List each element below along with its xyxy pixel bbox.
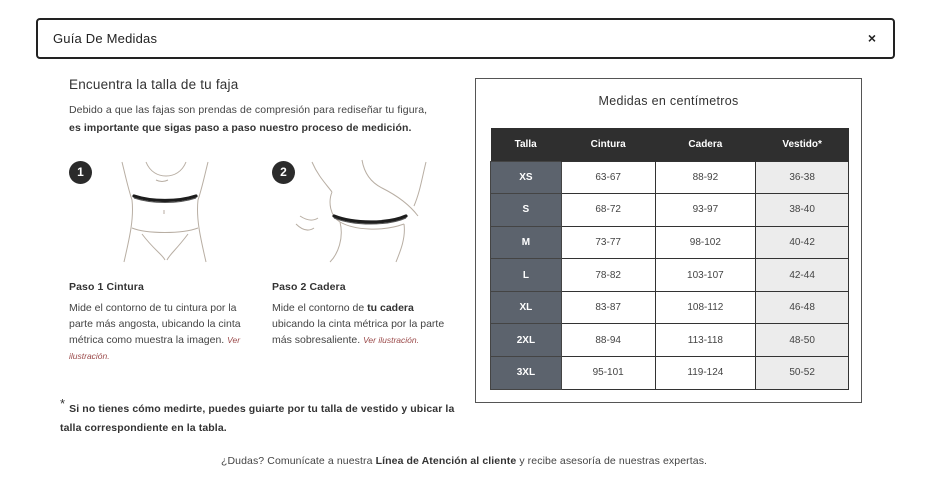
- hip-cell: 98-102: [655, 226, 756, 259]
- guide-intro-line2: es importante que sigas paso a paso nuestro proceso de medición.: [69, 122, 412, 134]
- header-size: Talla: [491, 128, 562, 161]
- table-row: [491, 259, 849, 292]
- table-title: Medidas en centímetros: [598, 94, 739, 108]
- step-2-desc-bold: tu cadera: [367, 302, 414, 314]
- hip-cell: 113-118: [655, 324, 756, 357]
- size-cell: XS: [491, 161, 562, 194]
- hip-cell: 103-107: [655, 259, 756, 292]
- waist-cell: 63-67: [561, 161, 655, 194]
- table-row: [491, 194, 849, 227]
- footer-help-text: [0, 455, 928, 467]
- table-row: [491, 357, 849, 390]
- table-header-row: [491, 128, 849, 161]
- waist-cell: 83-87: [561, 291, 655, 324]
- dress-cell: 46-48: [756, 291, 849, 324]
- size-cell: S: [491, 194, 562, 227]
- note-asterisk: *: [60, 396, 66, 411]
- table-row: [491, 226, 849, 259]
- hip-illustration[interactable]: [292, 158, 434, 264]
- table-row: [491, 161, 849, 194]
- modal-header: [36, 18, 895, 59]
- header-waist: Cintura: [561, 128, 655, 161]
- step-2-badge: 2: [272, 161, 295, 184]
- dress-cell: 36-38: [756, 161, 849, 194]
- header-dress: Vestido*: [756, 128, 849, 161]
- hip-cell: 119-124: [655, 357, 756, 390]
- waist-cell: 68-72: [561, 194, 655, 227]
- dress-size-note: [60, 398, 460, 438]
- hip-cell: 93-97: [655, 194, 756, 227]
- step-1-title: Paso 1 Cintura: [69, 281, 144, 293]
- step-2-illustration-link[interactable]: Ver ilustración.: [363, 335, 419, 345]
- modal-title: Guía De Medidas: [53, 31, 158, 46]
- size-cell: 3XL: [491, 357, 562, 390]
- header-hip: Cadera: [655, 128, 756, 161]
- table-row: [491, 291, 849, 324]
- dress-cell: 50-52: [756, 357, 849, 390]
- size-cell: 2XL: [491, 324, 562, 357]
- dress-cell: 42-44: [756, 259, 849, 292]
- footer-post: y recibe asesoría de nuestras expertas.: [516, 455, 708, 467]
- customer-service-link[interactable]: Línea de Atención al cliente: [375, 455, 517, 467]
- step-1-badge: 1: [69, 161, 92, 184]
- footer-pre: ¿Dudas? Comunícate a nuestra: [220, 455, 376, 467]
- guide-title: Encuentra la talla de tu faja: [69, 77, 239, 92]
- waist-cell: 88-94: [561, 324, 655, 357]
- step-1-illustration-link[interactable]: Ver ilustración.: [69, 335, 241, 361]
- step-1-desc-text: Mide el contorno de tu cintura por la parte más angosta, ubicando la cinta métrica como muestra la imagen.: [69, 302, 241, 346]
- step-2-description: [272, 300, 447, 348]
- note-text: Si no tienes cómo medirte, puedes guiarte por tu talla de vestido y ubicar la talla correspondiente en la tabla.: [60, 403, 455, 434]
- close-icon[interactable]: ×: [867, 30, 877, 46]
- size-cell: L: [491, 259, 562, 292]
- waist-illustration[interactable]: [112, 158, 222, 264]
- step-2-desc-text-a: Mide el contorno de: [272, 302, 368, 314]
- waist-cell: 73-77: [561, 226, 655, 259]
- size-table-card: [475, 78, 862, 403]
- waist-cell: 95-101: [561, 357, 655, 390]
- guide-intro-line1: Debido a que las fajas son prendas de compresión para rediseñar tu figura,: [69, 104, 428, 116]
- step-2-title: Paso 2 Cadera: [272, 281, 346, 293]
- hip-cell: 88-92: [655, 161, 756, 194]
- size-cell: M: [491, 226, 562, 259]
- dress-cell: 40-42: [756, 226, 849, 259]
- dress-cell: 38-40: [756, 194, 849, 227]
- size-table: [490, 128, 849, 390]
- step-2-desc-text-b: ubicando la cinta métrica por la parte más sobresaliente.: [272, 318, 445, 346]
- dress-cell: 48-50: [756, 324, 849, 357]
- table-row: [491, 324, 849, 357]
- size-cell: XL: [491, 291, 562, 324]
- waist-cell: 78-82: [561, 259, 655, 292]
- hip-cell: 108-112: [655, 291, 756, 324]
- step-1-description: [69, 300, 259, 364]
